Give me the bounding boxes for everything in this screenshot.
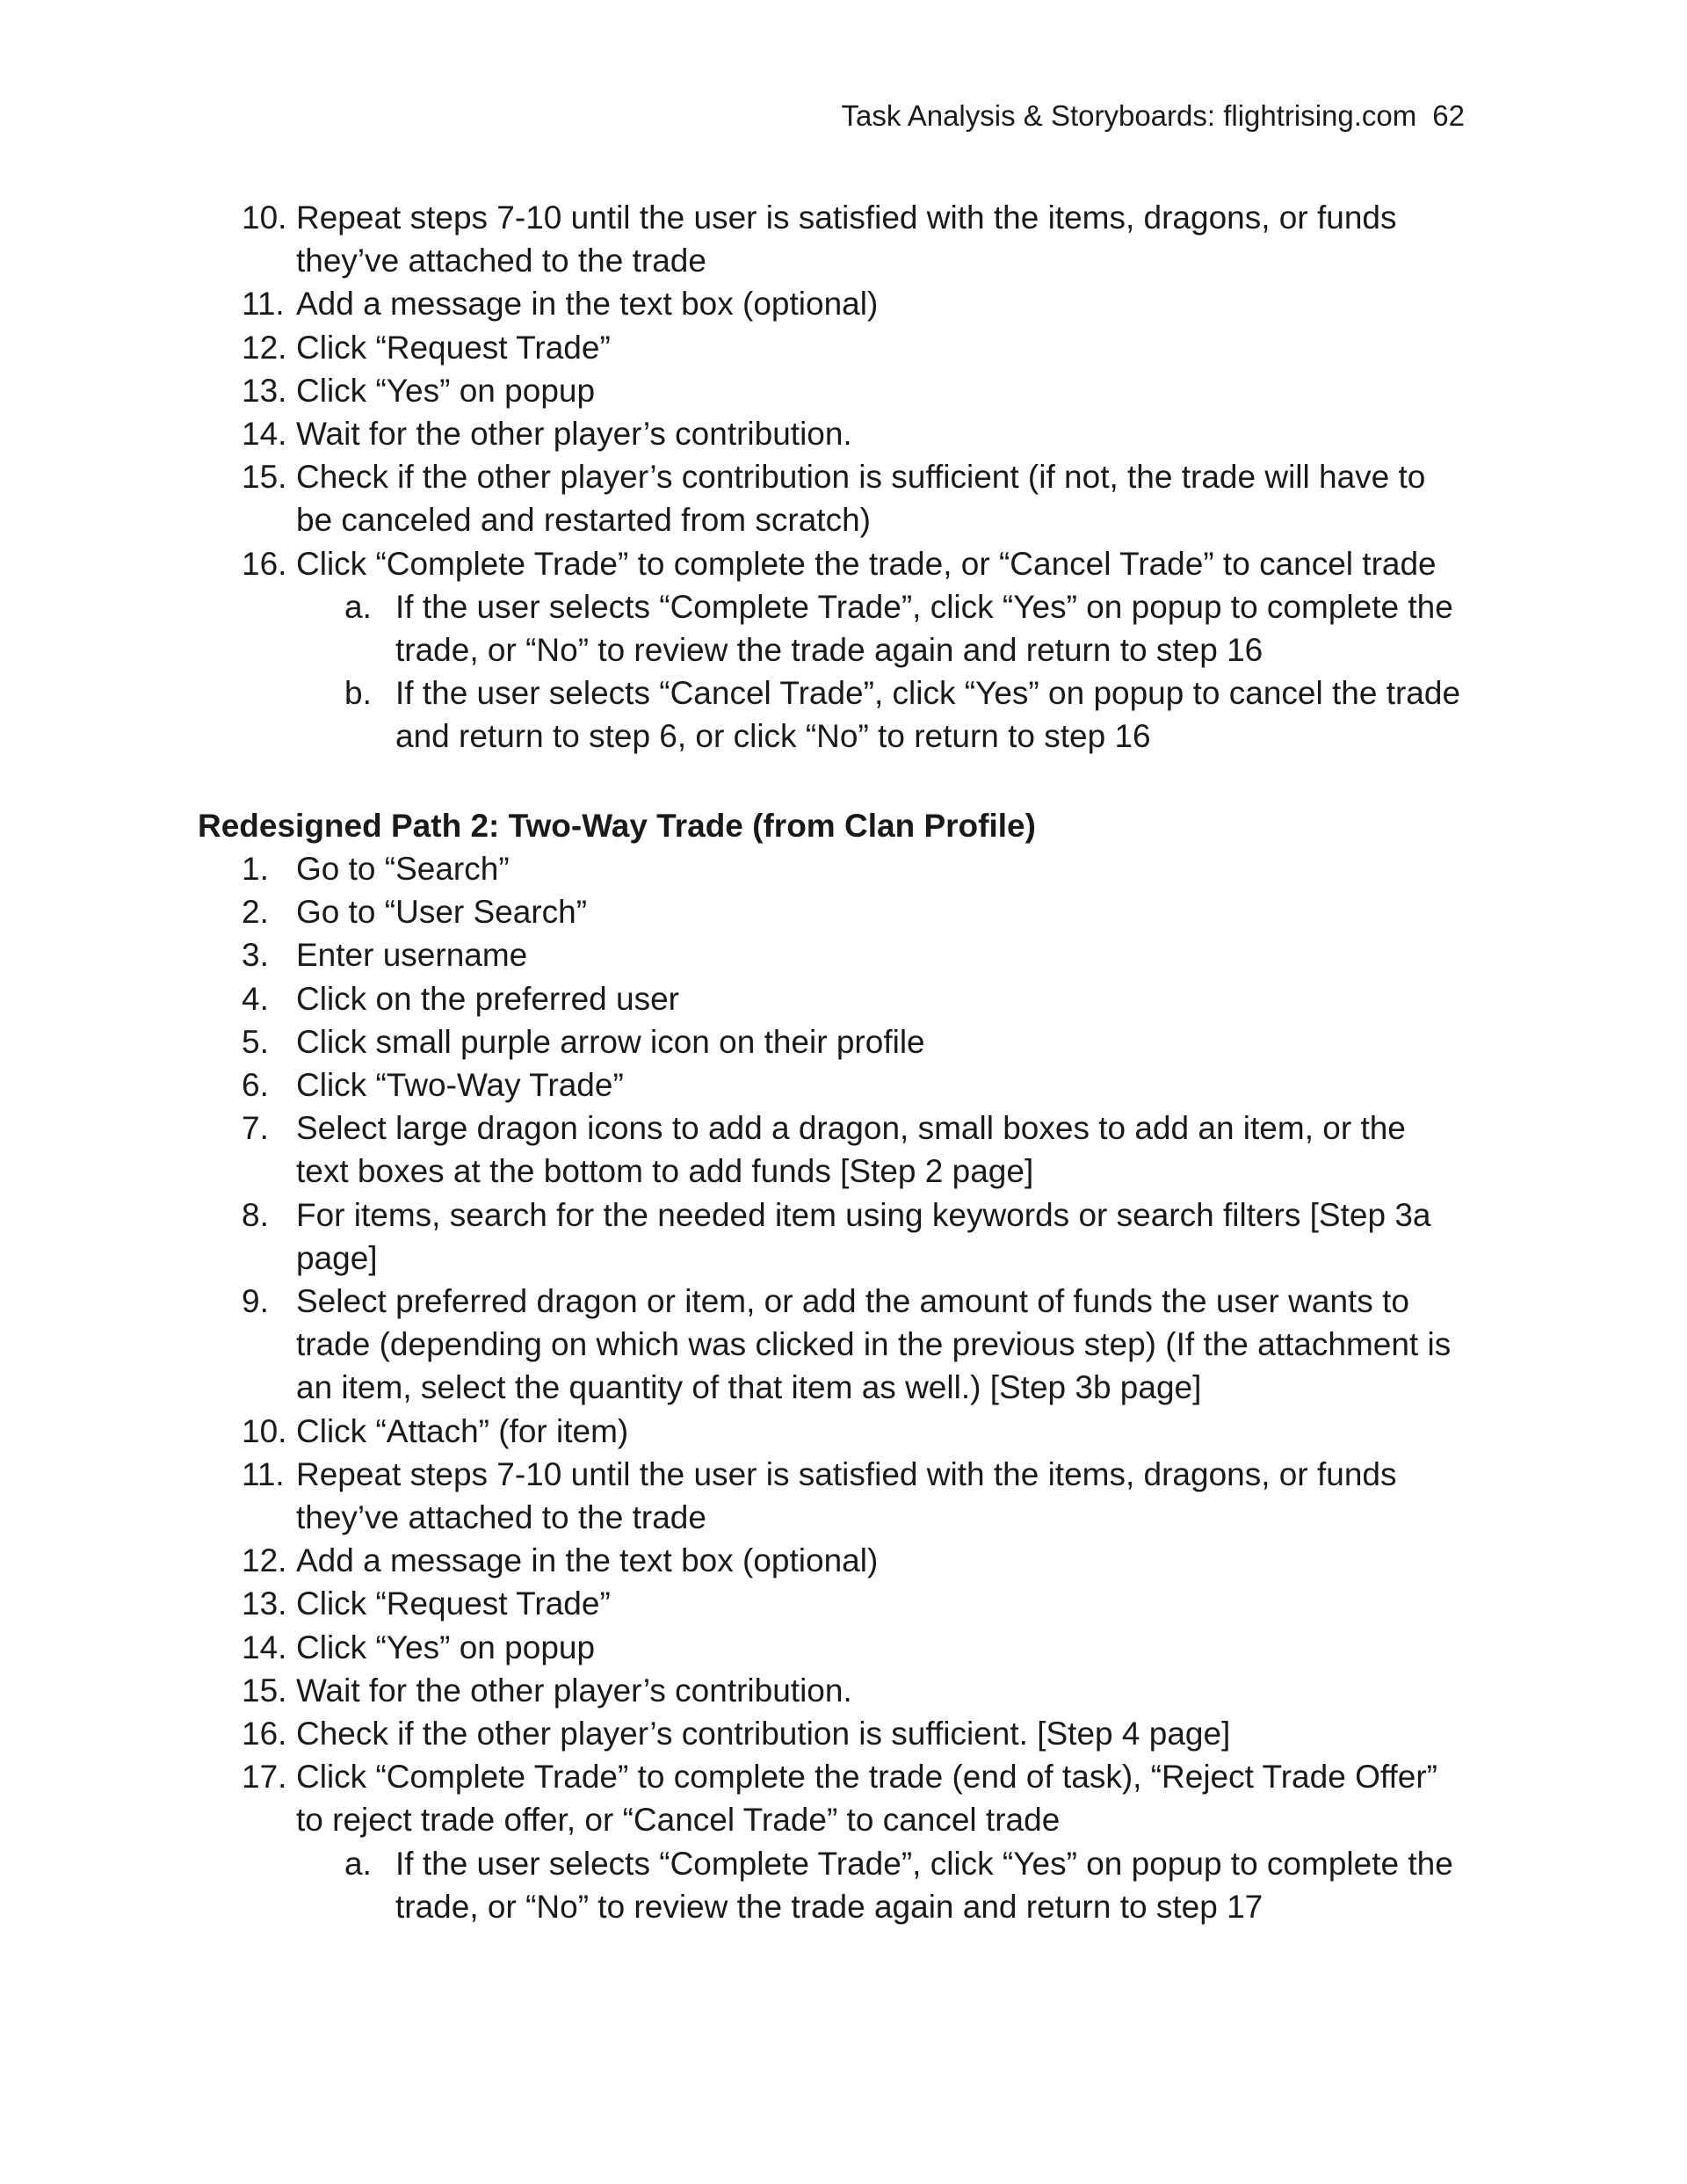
list-item-number: 13.	[242, 372, 287, 409]
list-item-text: Repeat steps 7-10 until the user is satisfied with the items, dragons, or funds	[296, 200, 1397, 236]
section-heading: Redesigned Path 2: Two-Way Trade (from Clan Profile)	[198, 808, 1036, 844]
list-item-text: Check if the other player’s contribution is sufficient (if not, the trade will have to	[296, 459, 1426, 496]
list-item-text: Select large dragon icons to add a dragon, small boxes to add an item, or the	[296, 1110, 1406, 1147]
list-item-text: trade, or “No” to review the trade again and return to step 17	[395, 1888, 1263, 1925]
list-item-text: Click “Request Trade”	[296, 1585, 611, 1622]
list-item-number: 12.	[242, 329, 287, 366]
list-item-number: 8.	[242, 1196, 269, 1233]
list-item-text: Click “Yes” on popup	[296, 372, 596, 409]
list-item-number: 3.	[242, 937, 269, 974]
list-item-number: 6.	[242, 1067, 269, 1103]
list-item-text: be canceled and restarted from scratch)	[296, 502, 871, 539]
list-item-number: 10.	[242, 1412, 287, 1449]
list-item-text: Click “Complete Trade” to complete the trade, or “Cancel Trade” to cancel trade	[296, 545, 1437, 582]
list-item-text: Click “Complete Trade” to complete the trade (end of task), “Reject Trade Offer”	[296, 1759, 1437, 1796]
list-item-text: they’ve attached to the trade	[296, 243, 706, 279]
list-item-text: Click “Yes” on popup	[296, 1629, 596, 1665]
list-item-text: Enter username	[296, 937, 528, 974]
list-item-number: 2.	[242, 894, 269, 931]
list-item-number: 16.	[242, 1716, 287, 1752]
list-item-text: For items, search for the needed item using keywords or search filters [Step 3a	[296, 1196, 1431, 1233]
page-header	[842, 98, 1465, 134]
list-item-text: Add a message in the text box (optional)	[296, 286, 879, 323]
list-item-number: 11.	[242, 1455, 285, 1492]
header-title: Task Analysis & Storyboards: flightrising.com	[841, 99, 1417, 132]
page-number: 62	[1432, 99, 1465, 132]
list-item-text: If the user selects “Cancel Trade”, click “Yes” on popup to cancel the trade	[395, 675, 1461, 712]
list-item-text: If the user selects “Complete Trade”, click “Yes” on popup to complete the	[395, 588, 1453, 625]
list-item-number: 7.	[242, 1110, 269, 1147]
list-item-number: 13.	[242, 1585, 287, 1622]
list-item-text: Go to “User Search”	[296, 894, 588, 931]
list-item-number: 4.	[242, 980, 269, 1017]
list-item-text: If the user selects “Complete Trade”, click “Yes” on popup to complete the	[395, 1845, 1453, 1882]
list-item-number: 10.	[242, 200, 287, 236]
list-item-number: 9.	[242, 1283, 269, 1319]
list-item-text: and return to step 6, or click “No” to return to step 16	[395, 718, 1151, 755]
list-item-number: 17.	[242, 1759, 287, 1796]
list-item-text: Repeat steps 7-10 until the user is satisfied with the items, dragons, or funds	[296, 1455, 1397, 1492]
list-item-text: they’ve attached to the trade	[296, 1499, 706, 1535]
list-item-number: 11.	[242, 286, 285, 323]
list-item-text: Click “Attach” (for item)	[296, 1412, 629, 1449]
list-item-number: 15.	[242, 459, 287, 496]
list-item-text: to reject trade offer, or “Cancel Trade” to cancel trade	[296, 1802, 1061, 1839]
list-item-number: 14.	[242, 416, 287, 452]
list-item-text: trade, or “No” to review the trade again and return to step 16	[395, 632, 1263, 668]
list-item-number: 15.	[242, 1672, 287, 1709]
list-item-text: Click “Request Trade”	[296, 329, 611, 366]
list-item-text: page]	[296, 1239, 378, 1276]
list-item-number: a.	[344, 588, 372, 625]
list-item-number: 16.	[242, 545, 287, 582]
list-item-text: trade (depending on which was clicked in the previous step) (If the attachment is	[296, 1326, 1452, 1363]
list-item-text: an item, select the quantity of that item as well.) [Step 3b page]	[296, 1369, 1202, 1406]
list-item-number: a.	[344, 1845, 372, 1882]
list-item-text: Click “Two-Way Trade”	[296, 1067, 624, 1103]
list-item-number: b.	[344, 675, 372, 712]
list-item-text: Add a message in the text box (optional)	[296, 1542, 879, 1579]
list-item-text: Wait for the other player’s contribution.	[296, 416, 852, 452]
list-item-number: 5.	[242, 1023, 269, 1060]
list-item-text: text boxes at the bottom to add funds [Step 2 page]	[296, 1153, 1034, 1190]
list-item-text: Select preferred dragon or item, or add the amount of funds the user wants to	[296, 1283, 1409, 1319]
list-item-text: Check if the other player’s contribution is sufficient. [Step 4 page]	[296, 1716, 1231, 1752]
list-item-text: Click small purple arrow icon on their profile	[296, 1023, 925, 1060]
list-item-number: 14.	[242, 1629, 287, 1665]
list-item-number: 1.	[242, 851, 269, 887]
list-item-text: Wait for the other player’s contribution.	[296, 1672, 852, 1709]
list-item-number: 12.	[242, 1542, 287, 1579]
list-item-text: Go to “Search”	[296, 851, 510, 887]
list-item-text: Click on the preferred user	[296, 980, 679, 1017]
